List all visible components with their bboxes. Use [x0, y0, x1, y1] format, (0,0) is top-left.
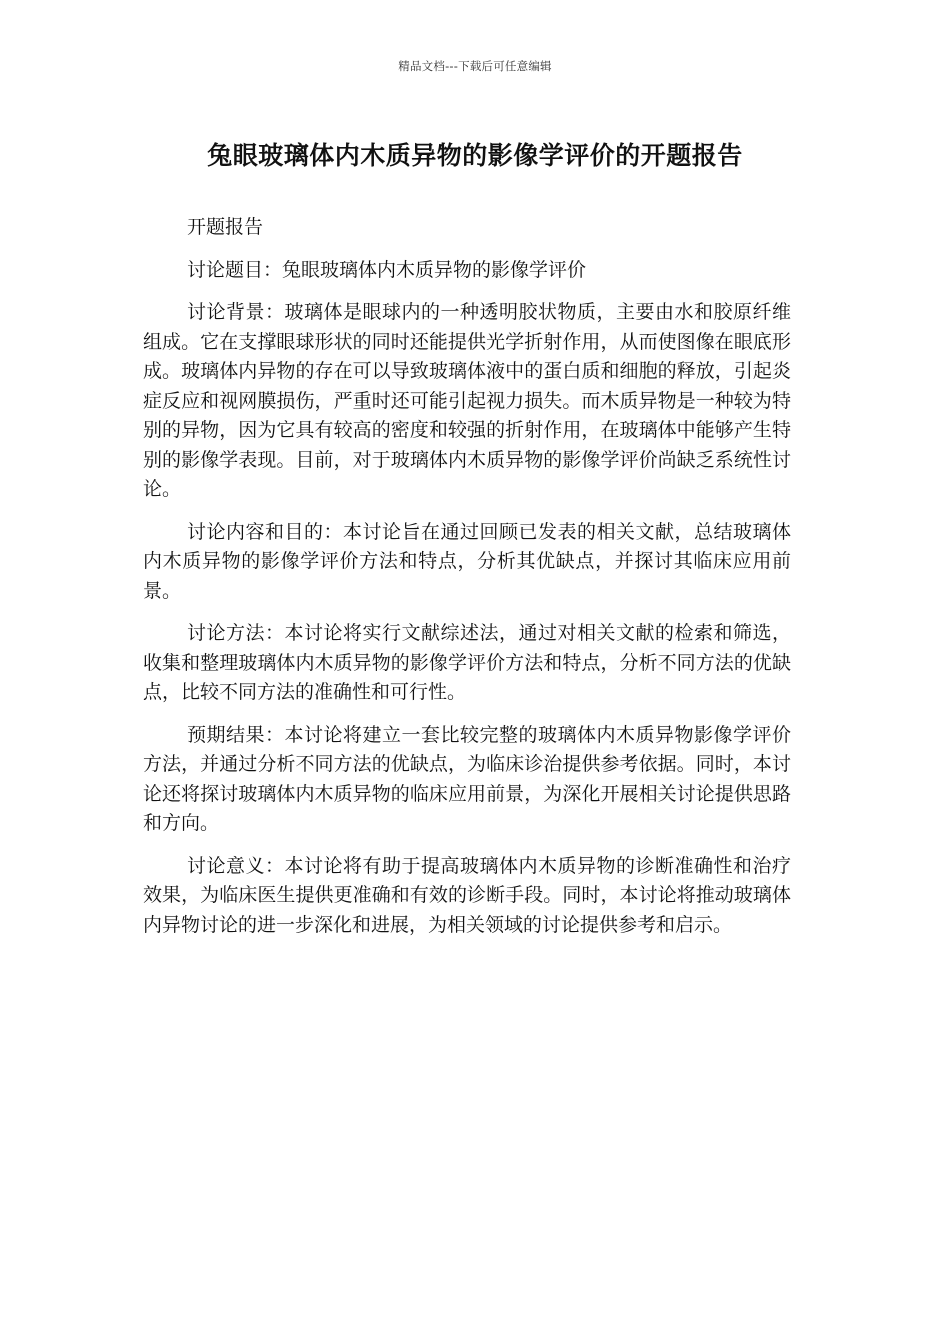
paragraph-method: 讨论方法：本讨论将实行文献综述法，通过对相关文献的检索和筛选，收集和整理玻璃体内木质异物的影像学评价方法和特点，分析不同方法的优缺点，比较不同方法的准确性和可行性。: [143, 622, 791, 703]
paragraph-topic: 讨论题目：兔眼玻璃体内木质异物的影像学评价: [187, 258, 587, 281]
paragraph-expected-results: 预期结果：本讨论将建立一套比较完整的玻璃体内木质异物影像学评价方法，并通过分析不同方法的优缺点，为临床诊治提供参考依据。同时，本讨论还将探讨玻璃体内木质异物的临床应用前景，为深化开展相关讨论提供思路和方向。: [143, 723, 791, 834]
document-body: [143, 213, 791, 953]
paragraph-content-purpose: 讨论内容和目的：本讨论旨在通过回顾已发表的相关文献，总结玻璃体内木质异物的影像学评价方法和特点，分析其优缺点，并探讨其临床应用前景。: [143, 520, 791, 602]
document-title: 兔眼玻璃体内木质异物的影像学评价的开题报告: [207, 141, 743, 170]
paragraph-significance: 讨论意义：本讨论将有助于提高玻璃体内木质异物的诊断准确性和治疗效果，为临床医生提供更准确和有效的诊断手段。同时，本讨论将推动玻璃体内异物讨论的进一步深化和进展，为相关领域的讨论提供参考和启示。: [143, 854, 791, 936]
paragraph-report-label: 开题报告: [187, 216, 264, 238]
header-note: 精品文档---下载后可任意编辑: [398, 59, 552, 73]
paragraph-background: 讨论背景：玻璃体是眼球内的一种透明胶状物质，主要由水和胶原纤维组成。它在支撑眼球形状的同时还能提供光学折射作用，从而使图像在眼底形成。玻璃体内异物的存在可以导致玻璃体液中的蛋白质和细胞的释放，引起炎症反应和视网膜损伤，严重时还可能引起视力损失。而木质异物是一种较为特别的异物，因为它具有较高的密度和较强的折射作用，在玻璃体中能够产生特别的影像学表现。目前，对于玻璃体内木质异物的影像学评价尚缺乏系统性讨论。: [143, 301, 791, 500]
